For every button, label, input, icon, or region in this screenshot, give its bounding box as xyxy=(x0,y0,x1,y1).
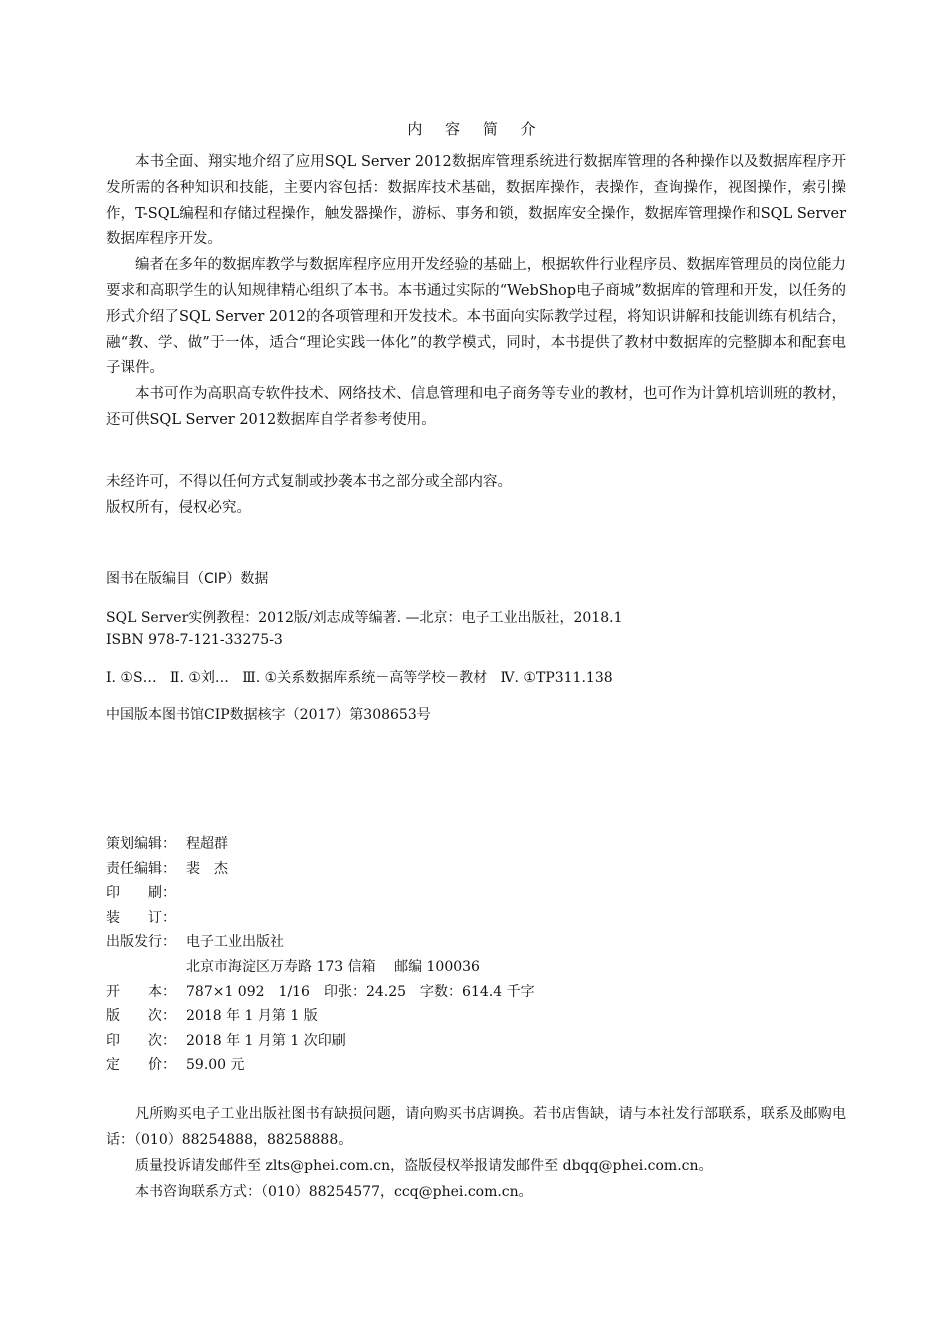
page-title: 内 容 简 介 xyxy=(407,120,545,138)
purchase-notice xyxy=(106,1101,846,1205)
intro-paragraph: 本书全面、翔实地介绍了应用SQL Server 2012数据库管理系统进行数据库管理的各种操作以及数据库程序开发所需的各种知识和技能，主要内容包括：数据库技术基础，数据库操作，表操作，查询操作，视图操作，索引操作，T-SQL编程和存储过程操作，触发器操作，游标、事务和锁，数据库安全操作，数据库管理操作和SQL Server数据库程序开发。 xyxy=(106,154,846,248)
credit-label: 开 本： xyxy=(106,983,176,1000)
credit-row xyxy=(106,857,535,882)
credit-label: 印 次： xyxy=(106,1032,176,1049)
publication-credits xyxy=(106,832,535,1078)
credit-label: 出版发行： xyxy=(106,934,176,951)
rights-statement xyxy=(106,470,512,521)
credit-label: 装 订： xyxy=(106,909,176,926)
credit-label: 版 次： xyxy=(106,1008,176,1025)
credit-label: 印 刷： xyxy=(106,885,176,902)
credit-label: 责任编辑： xyxy=(106,860,176,877)
credit-value: 裴 杰 xyxy=(186,860,228,877)
credit-value: 程超群 xyxy=(186,836,228,852)
credit-value: 2018 年 1 月第 1 次印刷 xyxy=(186,1032,346,1049)
credit-label xyxy=(106,955,186,980)
credit-value: 787×1 092 1/16 印张：24.25 字数：614.4 千字 xyxy=(186,983,535,1000)
credit-row xyxy=(106,1053,535,1078)
credit-value: 2018 年 1 月第 1 版 xyxy=(186,1008,318,1025)
cip-line-isbn: ISBN 978-7-121-33275-3 xyxy=(106,632,283,648)
notice-paragraph: 凡所购买电子工业出版社图书有缺损问题，请向购买书店调换。若书店售缺，请与本社发行部联系，联系及邮购电话：（010）88254888，88258888。 xyxy=(106,1106,846,1148)
intro-paragraph: 编者在多年的数据库教学与数据库程序应用开发经验的基础上，根据软件行业程序员、数据库管理员的岗位能力要求和高职学生的认知规律精心组织了本书。本书通过实际的“WebShop电子商城”数据库的管理和开发，以任务的形式介绍了SQL Server 2012的各项管理和开发技术。本书面向实际教学过程，将知识讲解和技能训练有机结合，融“教、学、做”于一体，适合“理论实践一体化”的教学模式，同时，本书提供了教材中数据库的完整脚本和配套电子课件。 xyxy=(106,257,846,377)
cip-line-number: 中国版本图书馆CIP数据核字（2017）第308653号 xyxy=(106,707,431,723)
cip-heading: 图书在版编目（CIP）数据 xyxy=(106,571,269,587)
content-summary xyxy=(106,150,846,434)
credit-row xyxy=(106,1004,535,1029)
credit-value: 电子工业出版社 xyxy=(186,934,284,951)
notice-paragraph: 质量投诉请发邮件至 zlts@phei.com.cn，盗版侵权举报请发邮件至 dbqq@phei.com.cn。 xyxy=(135,1158,713,1174)
credit-row xyxy=(106,1029,535,1054)
credit-row xyxy=(106,832,535,857)
credit-value: 北京市海淀区万寿路 173 信箱 邮编 100036 xyxy=(186,958,480,975)
rights-line: 未经许可，不得以任何方式复制或抄袭本书之部分或全部内容。 xyxy=(106,474,512,490)
cip-line-title: SQL Server实例教程：2012版/刘志成等编著. —北京：电子工业出版社，2018.1 xyxy=(106,610,623,626)
intro-paragraph: 本书可作为高职高专软件技术、网络技术、信息管理和电子商务等专业的教材，也可作为计算机培训班的教材，还可供SQL Server 2012数据库自学者参考使用。 xyxy=(106,386,846,428)
notice-paragraph: 本书咨询联系方式：（010）88254577，ccq@phei.com.cn。 xyxy=(135,1184,533,1200)
credit-value: 59.00 元 xyxy=(186,1057,245,1074)
cip-line-classification: Ⅰ. ①S… Ⅱ. ①刘… Ⅲ. ①关系数据库系统－高等学校－教材 Ⅳ. ①TP311.138 xyxy=(106,670,613,686)
credit-row xyxy=(106,955,535,980)
credit-row xyxy=(106,881,535,906)
credit-row xyxy=(106,930,535,955)
rights-line: 版权所有，侵权必究。 xyxy=(106,499,251,516)
credit-label: 策划编辑： xyxy=(106,836,176,852)
credit-label: 定 价： xyxy=(106,1057,176,1074)
credit-row xyxy=(106,906,535,931)
credit-row xyxy=(106,980,535,1005)
